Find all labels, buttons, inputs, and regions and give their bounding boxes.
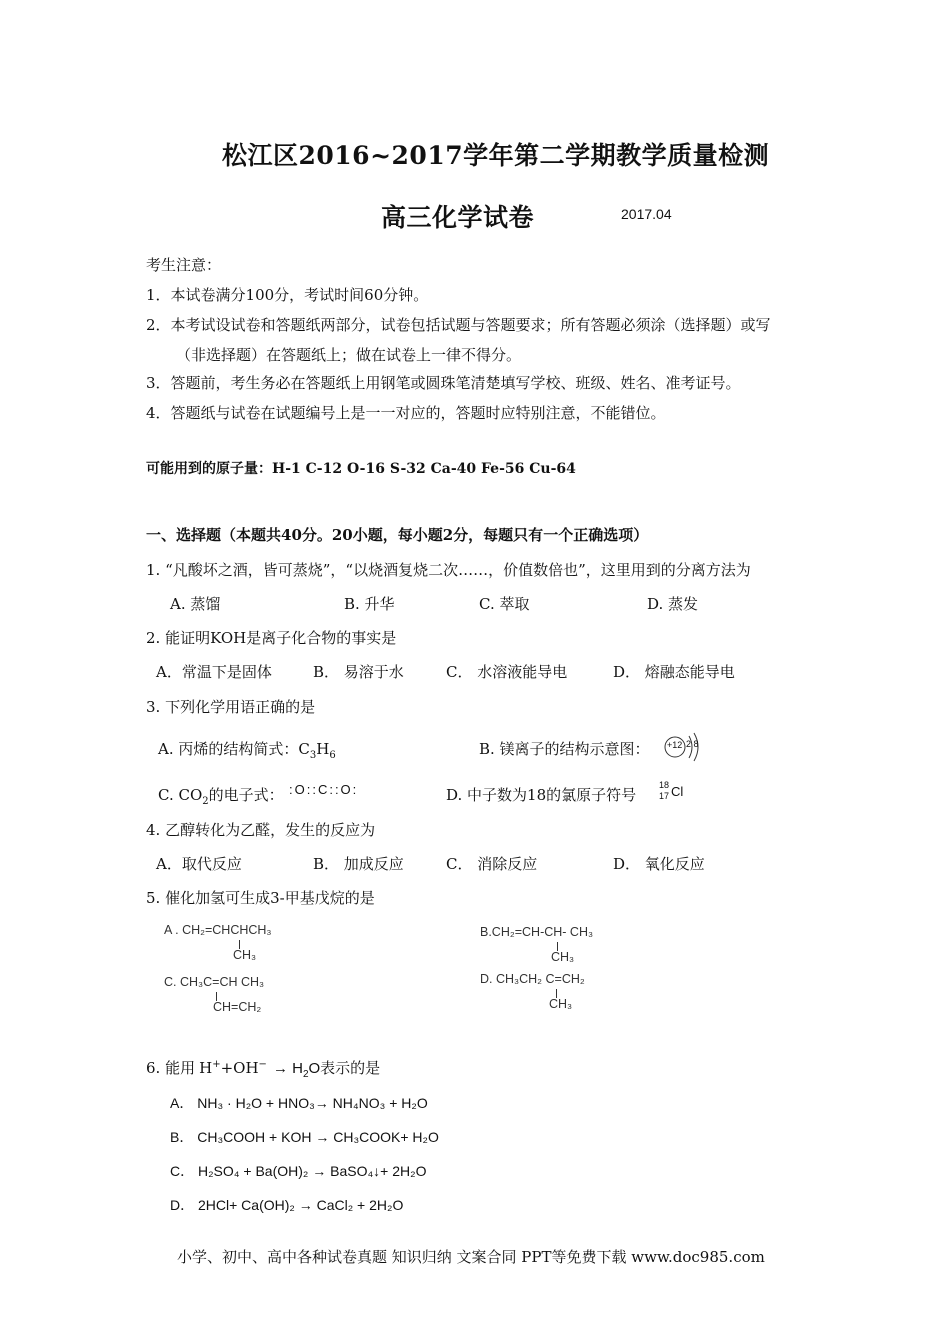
chlorine-isotope-symbol: 18 17 Cl bbox=[659, 780, 684, 801]
exam-title: 松江区2016~2017学年第二学期教学质量检测 bbox=[222, 141, 770, 170]
q4-option-a: A．取代反应 bbox=[156, 855, 242, 873]
q5-option-b: B.CH₂=CH-CH- CH₃ bbox=[480, 925, 594, 939]
question-1-stem: 1. “凡酸坏之酒，皆可蒸烧”，“以烧酒复烧二次……，价值数倍也”，这里用到的分离方法为 bbox=[146, 561, 751, 579]
notice-item: 4．答题纸与试卷在试题编号上是一一对应的，答题时应特别注意，不能错位。 bbox=[146, 404, 666, 422]
q3-option-b: B. 镁离子的结构示意图： bbox=[479, 740, 650, 758]
q4-option-b: B． 加成反应 bbox=[313, 855, 404, 873]
atomic-masses: 可能用到的原子量：H-1 C-12 O-16 S-32 Ca-40 Fe-56 Cu-64 bbox=[146, 461, 576, 477]
nucleus-charge: +12 bbox=[667, 740, 683, 750]
question-4-stem: 4. 乙醇转化为乙醛，发生的反应为 bbox=[146, 821, 376, 839]
q4-option-d: D． 氧化反应 bbox=[613, 855, 705, 873]
q3-option-c: C. $CO_2$的电子式： bbox=[158, 786, 284, 807]
q4-option-c: C． 消除反应 bbox=[446, 855, 538, 873]
notice-item: 3．答题前，考生务必在答题纸上用钢笔或圆珠笔清楚填写学校、班级、姓名、准考证号。 bbox=[146, 374, 741, 392]
notice-item: （非选择题）在答题纸上；做在试卷上一律不得分。 bbox=[176, 346, 522, 364]
q5-d-branch: CH₃ bbox=[549, 997, 573, 1011]
q1-option-a: A. 蒸馏 bbox=[170, 595, 221, 613]
magnesium-ion-diagram bbox=[663, 730, 703, 766]
q5-a-branch: CH₃ bbox=[233, 948, 257, 962]
q5-option-d: D. CH₃CH₂ C=CH₂ bbox=[480, 972, 585, 986]
section-heading: 一、选择题（本题共40分。20小题，每小题2分，每题只有一个正确选项） bbox=[146, 526, 649, 544]
q6-option-c: C． H₂SO₄ + Ba(OH)₂ → BaSO₄↓+ 2H₂O bbox=[170, 1163, 427, 1179]
q1-option-c: C. 萃取 bbox=[479, 595, 530, 613]
question-3-stem: 3. 下列化学用语正确的是 bbox=[146, 698, 316, 716]
q1-option-d: D. 蒸发 bbox=[647, 595, 699, 613]
q2-option-c: C． 水溶液能导电 bbox=[446, 663, 568, 681]
notice-item: 1．本试卷满分100分，考试时间60分钟。 bbox=[146, 286, 429, 304]
electron-shells: 2 8 bbox=[686, 739, 699, 749]
q5-b-branch: CH₃ bbox=[551, 950, 575, 964]
q5-c-branch: CH=CH₂ bbox=[213, 1000, 262, 1014]
q2-option-b: B． 易溶于水 bbox=[313, 663, 404, 681]
question-6-stem: 6. 能用 $H^++OH^- \to H_2O$表示的是 bbox=[146, 1059, 381, 1080]
q3-option-d: D. 中子数为18的氯原子符号 bbox=[446, 786, 637, 804]
q5-option-a: A . CH₂=CHCHCH₃ bbox=[164, 923, 272, 937]
q6-option-a: A． NH₃ · H₂O + HNO₃→ NH₄NO₃ + H₂O bbox=[170, 1095, 428, 1111]
notice-item: 2．本考试设试卷和答题纸两部分，试卷包括试题与答题要求；所有答题必须涂（选择题）或写 bbox=[146, 316, 771, 334]
question-2-stem: 2. 能证明KOH是离子化合物的事实是 bbox=[146, 629, 397, 647]
q5-option-c: C. CH₃C=CH CH₃ bbox=[164, 975, 265, 989]
q6-option-d: D． 2HCl+ Ca(OH)₂ → CaCl₂ + 2H₂O bbox=[170, 1197, 404, 1213]
q2-option-d: D． 熔融态能导电 bbox=[613, 663, 735, 681]
exam-subtitle: 高三化学试卷 bbox=[381, 203, 535, 232]
page-footer: 小学、初中、高中各种试卷真题 知识归纳 文案合同 PPT等免费下载 www.doc985.com bbox=[177, 1248, 765, 1266]
q1-option-b: B. 升华 bbox=[344, 595, 395, 613]
co2-electron-formula: :O::C::O: bbox=[289, 782, 359, 797]
q3-option-a: A. 丙烯的结构简式：$C_3H_6$ bbox=[158, 740, 336, 761]
notice-heading: 考生注意： bbox=[146, 256, 222, 274]
question-5-stem: 5. 催化加氢可生成3-甲基戊烷的是 bbox=[146, 889, 375, 907]
q6-option-b: B． CH₃COOH + KOH → CH₃COOK+ H₂O bbox=[170, 1129, 439, 1145]
exam-date: 2017.04 bbox=[621, 206, 672, 222]
q2-option-a: A．常温下是固体 bbox=[156, 663, 272, 681]
